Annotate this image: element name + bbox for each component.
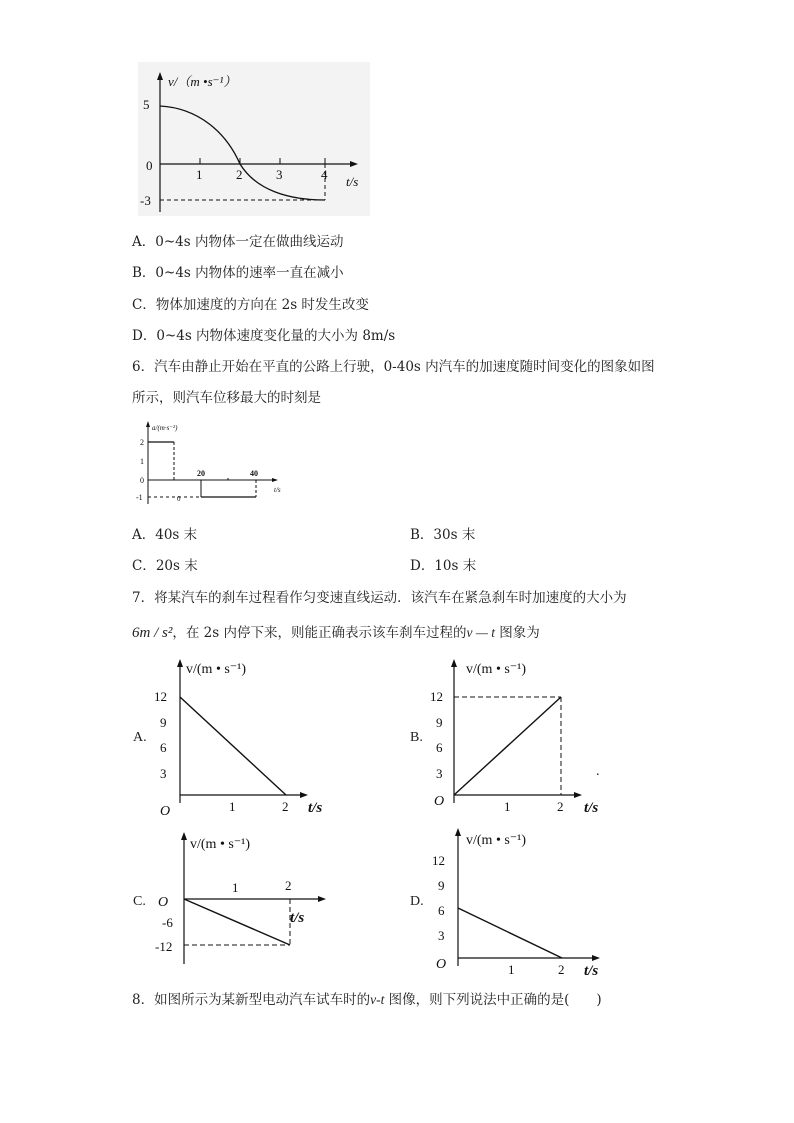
q7-option-b-label: B. [410, 730, 423, 745]
y-tick-label: 12 [154, 689, 167, 704]
velocity-line [454, 697, 561, 795]
x-axis-arrow [272, 478, 278, 482]
y-tick-label: 9 [438, 878, 445, 893]
velocity-line [458, 908, 562, 958]
velocity-line [184, 899, 290, 945]
x-tick-label: 2 [285, 878, 292, 893]
x-axis-arrow [574, 792, 582, 798]
q7-graph-b [426, 655, 616, 815]
q8-stem-end: 图像，则下列说法中正确的是( ) [384, 992, 602, 1008]
q8-vt-math: v-t [370, 992, 385, 1007]
q7-stem-text: ，在 2s 内停下来，则能正确表示该车刹车过程的 [172, 625, 467, 641]
x-tick-label: 2 [282, 799, 289, 814]
q7-graph-d [426, 822, 616, 982]
x-axis-label: t/s [346, 174, 359, 189]
y-tick-label: -12 [155, 939, 173, 954]
x-tick-label: 1 [229, 799, 236, 814]
q6-stem-line2: 所示，则汽车位移最大的时刻是 [132, 390, 321, 406]
q6-option-c: C．20s 末 [132, 558, 198, 574]
x-tick-label: 1 [232, 880, 239, 895]
y-tick-label: -6 [162, 915, 173, 930]
x-tick-label: 1 [196, 167, 203, 182]
q7-stem-line2 [132, 624, 540, 642]
q5-vt-graph [138, 62, 370, 216]
q7-vt-math: v — t [466, 625, 495, 640]
q7-stem-line1: 7．将某汽车的刹车过程看作匀变速直线运动．该汽车在紧急刹车时加速度的大小为 [132, 590, 627, 606]
q6-at-graph [132, 420, 297, 506]
q5-option-d: D．0~4s 内物体速度变化量的大小为 8m/s [132, 328, 396, 344]
q7-option-a-label: A. [133, 730, 147, 745]
y-tick-label: 6 [160, 740, 167, 755]
origin-label: O [158, 895, 169, 910]
x-tick-label: 2 [558, 962, 565, 977]
y-axis-arrow [177, 659, 183, 667]
stray-dot: . [596, 764, 600, 779]
q5-option-a: A．0~4s 内物体一定在做曲线运动 [132, 234, 344, 250]
y-tick-label: -1 [136, 493, 143, 502]
x-tick-label: 1 [508, 962, 515, 977]
x-axis-arrow [592, 955, 600, 961]
y-axis-label: v/(m • s⁻¹) [186, 662, 247, 677]
q5-option-c: C．物体加速度的方向在 2s 时发生改变 [132, 297, 369, 313]
y-axis-arrow [451, 659, 457, 667]
q7-graph-c [150, 824, 340, 974]
origin-label: O [434, 794, 445, 809]
q7-stem-end: 图象为 [494, 625, 540, 641]
y-tick-label: 6 [438, 903, 445, 918]
y-axis-label: v/（m •s⁻¹） [168, 74, 237, 89]
x-tick-label: 20 [197, 469, 205, 478]
y-tick-label: 3 [436, 766, 443, 781]
velocity-line [180, 697, 286, 795]
x-tick-label: 1 [504, 799, 511, 814]
y-axis-label: v/(m • s⁻¹) [466, 833, 527, 848]
y-tick-label: 1 [140, 457, 144, 466]
y-axis-arrow [455, 828, 461, 836]
q6-option-d: D．10s 末 [410, 558, 477, 574]
x-axis-label: t/s [290, 910, 305, 926]
origin-label: O [436, 957, 447, 972]
x-axis-arrow [300, 792, 308, 798]
x-axis-label: t/s [308, 800, 323, 815]
x-tick-label: 2 [557, 799, 564, 814]
q6-option-a: A．40s 末 [132, 527, 198, 543]
y-tick-label: 0 [140, 476, 144, 485]
q6-stem-line1: 6．汽车由静止开始在平直的公路上行驶，0-40s 内汽车的加速度随时间变化的图象如图 [132, 359, 655, 375]
y-tick-label: 9 [436, 715, 443, 730]
y-tick-label: 12 [430, 689, 443, 704]
q5-option-b: B．0~4s 内物体的速率一直在减小 [132, 265, 344, 281]
x-axis-label: t/s [274, 486, 281, 494]
y-tick-label: 5 [143, 97, 150, 112]
y-tick-label: 6 [436, 740, 443, 755]
y-tick-label: -3 [140, 193, 151, 208]
x-tick-label: 2 [236, 167, 243, 182]
y-axis-label: v/(m • s⁻¹) [466, 662, 527, 677]
x-tick-label: 3 [276, 167, 283, 182]
y-tick-label: 12 [432, 853, 445, 868]
y-tick-label: 3 [438, 928, 445, 943]
q8-stem-start: 8．如图所示为某新型电动汽车试车时的 [132, 992, 371, 1008]
q8-stem [132, 991, 602, 1009]
x-axis-label: t/s [584, 963, 599, 979]
q7-graph-a [152, 655, 332, 815]
y-axis-label: a/(m·s⁻²) [152, 424, 178, 432]
x-tick-label: 40 [250, 469, 258, 478]
x-axis-label: t/s [584, 800, 599, 815]
x-axis-arrow [318, 896, 326, 902]
y-axis-arrow [181, 832, 187, 840]
q6-option-b: B．30s 末 [410, 527, 476, 543]
q7-option-d-label: D. [410, 894, 424, 909]
y-tick-label: 3 [160, 766, 167, 781]
y-tick-label: 0 [146, 158, 153, 173]
x-mark-label: 0 [177, 495, 181, 503]
x-tick-label: 4 [321, 167, 328, 182]
y-tick-label: 2 [140, 438, 144, 447]
y-tick-label: 9 [160, 715, 167, 730]
y-axis-label: v/(m • s⁻¹) [190, 837, 251, 852]
origin-label: O [160, 804, 171, 815]
q7-option-c-label: C. [133, 894, 146, 909]
y-axis-arrow [146, 421, 150, 427]
q7-acceleration-math: 6m / s² [132, 625, 173, 641]
